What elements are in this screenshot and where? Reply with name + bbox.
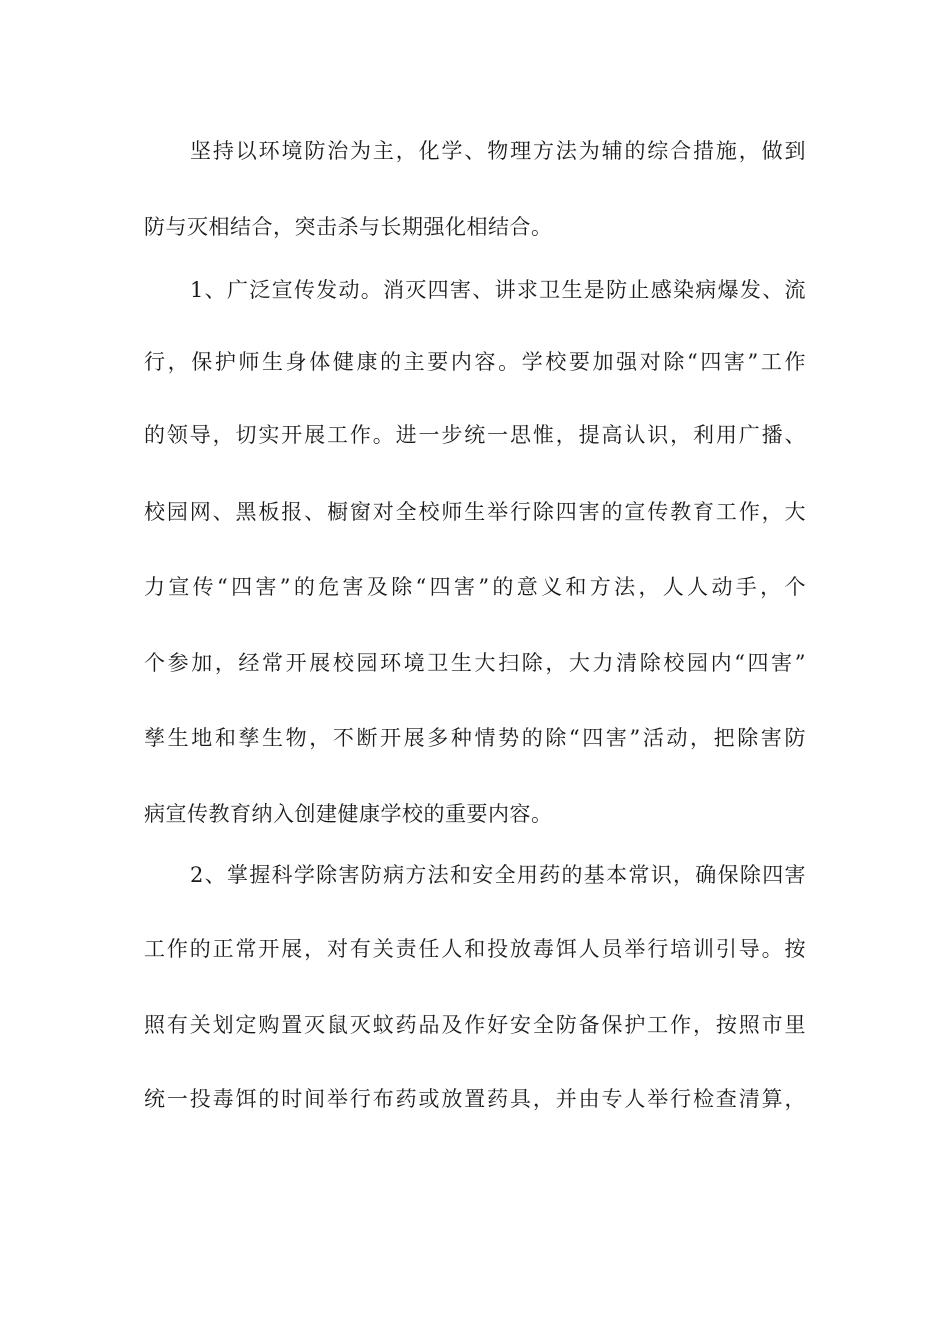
paragraph-3-line-4: 统一投毒饵的时间举行布药或放置药具，并由专人举行检查清算， bbox=[144, 1087, 806, 1111]
paragraph-2-line-8: 病宣传教育纳入创建健康学校的重要内容。 bbox=[144, 802, 553, 826]
paragraph-2-line-5: 力宣传“四害”的危害及除“四害”的意义和方法，人人动手，个 bbox=[144, 575, 806, 599]
paragraph-2-line-4: 校园网、黑板报、橱窗对全校师生举行除四害的宣传教育工作，大 bbox=[144, 500, 806, 524]
paragraph-1-line-1: 坚持以环境防治为主，化学、物理方法为辅的综合措施，做到 bbox=[190, 139, 806, 163]
paragraph-3-line-2: 工作的正常开展，对有关责任人和投放毒饵人员举行培训引导。按 bbox=[144, 937, 806, 961]
paragraph-2-line-1: 1、广泛宣传发动。消灭四害、讲求卫生是防止感染病爆发、流 bbox=[190, 278, 806, 302]
paragraph-3-line-1: 2、掌握科学除害防病方法和安全用药的基本常识，确保除四害 bbox=[190, 863, 806, 887]
paragraph-2-line-2: 行，保护师生身体健康的主要内容。学校要加强对除“四害”工作 bbox=[144, 350, 806, 374]
paragraph-1-line-2: 防与灭相结合，突击杀与长期强化相结合。 bbox=[144, 215, 553, 239]
paragraph-2-line-3: 的领导，切实开展工作。进一步统一思惟，提高认识，利用广播、 bbox=[144, 423, 806, 447]
paragraph-2-line-6: 个参加，经常开展校园环境卫生大扫除，大力清除校园内“四害” bbox=[144, 651, 806, 675]
paragraph-3-line-3: 照有关划定购置灭鼠灭蚊药品及作好安全防备保护工作，按照市里 bbox=[144, 1013, 806, 1037]
paragraph-2-line-7: 孳生地和孳生物，不断开展多种情势的除“四害”活动，把除害防 bbox=[144, 726, 806, 750]
